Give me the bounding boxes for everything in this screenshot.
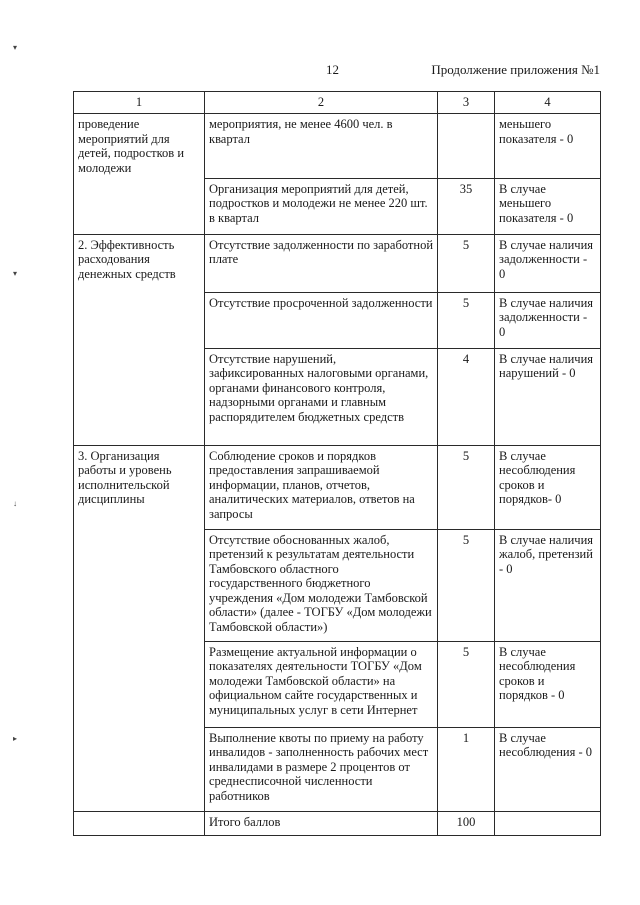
total-label: Итого баллов xyxy=(205,811,438,835)
criterion-cell xyxy=(74,348,205,445)
indicator-cell: Отсутствие задолженности по заработной плате xyxy=(205,234,438,292)
points-cell: 1 xyxy=(438,727,495,811)
condition-cell: В случае несоблюдения сроков и порядков- 0 xyxy=(495,445,601,529)
total-empty-cell xyxy=(495,811,601,835)
criterion-cell: 2. Эффективность расходования денежных средств xyxy=(74,234,205,292)
points-cell: 5 xyxy=(438,529,495,641)
indicator-cell: Соблюдение сроков и порядков предоставления запрашиваемой информации, планов, отчетов, аналитических материалов, ответов на запросы xyxy=(205,445,438,529)
margin-mark: ▾ xyxy=(13,269,18,278)
criterion-cell xyxy=(74,727,205,811)
table-row xyxy=(74,641,601,727)
indicator-cell: Выполнение квоты по приему на работу инвалидов - заполненность рабочих мест инвалидами в размере 2 процентов от среднесписочной численности работников xyxy=(205,727,438,811)
table-header-row xyxy=(74,92,601,114)
margin-mark: ▸ xyxy=(13,734,18,743)
table-row xyxy=(74,114,601,179)
table-row xyxy=(74,178,601,234)
table-row xyxy=(74,292,601,348)
criterion-cell xyxy=(74,529,205,641)
condition-cell: В случае наличия задолженности - 0 xyxy=(495,234,601,292)
criterion-cell xyxy=(74,178,205,234)
criterion-cell xyxy=(74,641,205,727)
condition-cell: В случае несоблюдения сроков и порядков - 0 xyxy=(495,641,601,727)
indicator-cell: Отсутствие нарушений, зафиксированных налоговыми органами, органами финансового контроля, надзорными органами и главным распорядителем бюджетных средств xyxy=(205,348,438,445)
points-cell: 5 xyxy=(438,641,495,727)
margin-mark: ▾ xyxy=(13,43,18,52)
margin-mark: ↓ xyxy=(13,499,17,508)
column-header: 3 xyxy=(438,92,495,114)
table-row xyxy=(74,445,601,529)
indicator-cell: Отсутствие просроченной задолженности xyxy=(205,292,438,348)
indicator-cell: мероприятия, не менее 4600 чел. в квартал xyxy=(205,114,438,179)
indicator-cell: Организация мероприятий для детей, подростков и молодежи не менее 220 шт. в квартал xyxy=(205,178,438,234)
criterion-cell: 3. Организация работы и уровень исполнительской дисциплины xyxy=(74,445,205,529)
column-header: 1 xyxy=(74,92,205,114)
condition-cell: В случае наличия жалоб, претензий - 0 xyxy=(495,529,601,641)
indicator-cell: Отсутствие обоснованных жалоб, претензий к результатам деятельности Тамбовского областного государственного бюджетного учреждения «Дом молодежи Тамбовской области» (далее - ТОГБУ «Дом молодежи Тамбовской области») xyxy=(205,529,438,641)
condition-cell: В случае несоблюдения - 0 xyxy=(495,727,601,811)
points-cell: 5 xyxy=(438,445,495,529)
condition-cell: В случае наличия задолженности - 0 xyxy=(495,292,601,348)
table-row xyxy=(74,529,601,641)
column-header: 4 xyxy=(495,92,601,114)
indicator-cell: Размещение актуальной информации о показателях деятельности ТОГБУ «Дом молодежи Тамбовской области» на официальном сайте государственных и муниципальных услуг в сети Интернет xyxy=(205,641,438,727)
criterion-cell: проведение мероприятий для детей, подростков и молодежи xyxy=(74,114,205,179)
table-row xyxy=(74,234,601,292)
criteria-table xyxy=(73,91,601,836)
total-row xyxy=(74,811,601,835)
points-cell: 5 xyxy=(438,234,495,292)
points-cell: 35 xyxy=(438,178,495,234)
table-row xyxy=(74,348,601,445)
total-empty-cell xyxy=(74,811,205,835)
points-cell: 5 xyxy=(438,292,495,348)
points-cell: 4 xyxy=(438,348,495,445)
page-number: 12 xyxy=(326,62,339,77)
criterion-cell xyxy=(74,292,205,348)
continuation-title: Продолжение приложения №1 xyxy=(431,62,600,77)
condition-cell: В случае меньшего показателя - 0 xyxy=(495,178,601,234)
column-header: 2 xyxy=(205,92,438,114)
condition-cell: В случае наличия нарушений - 0 xyxy=(495,348,601,445)
table-row xyxy=(74,727,601,811)
condition-cell: меньшего показателя - 0 xyxy=(495,114,601,179)
points-cell xyxy=(438,114,495,179)
total-value: 100 xyxy=(438,811,495,835)
